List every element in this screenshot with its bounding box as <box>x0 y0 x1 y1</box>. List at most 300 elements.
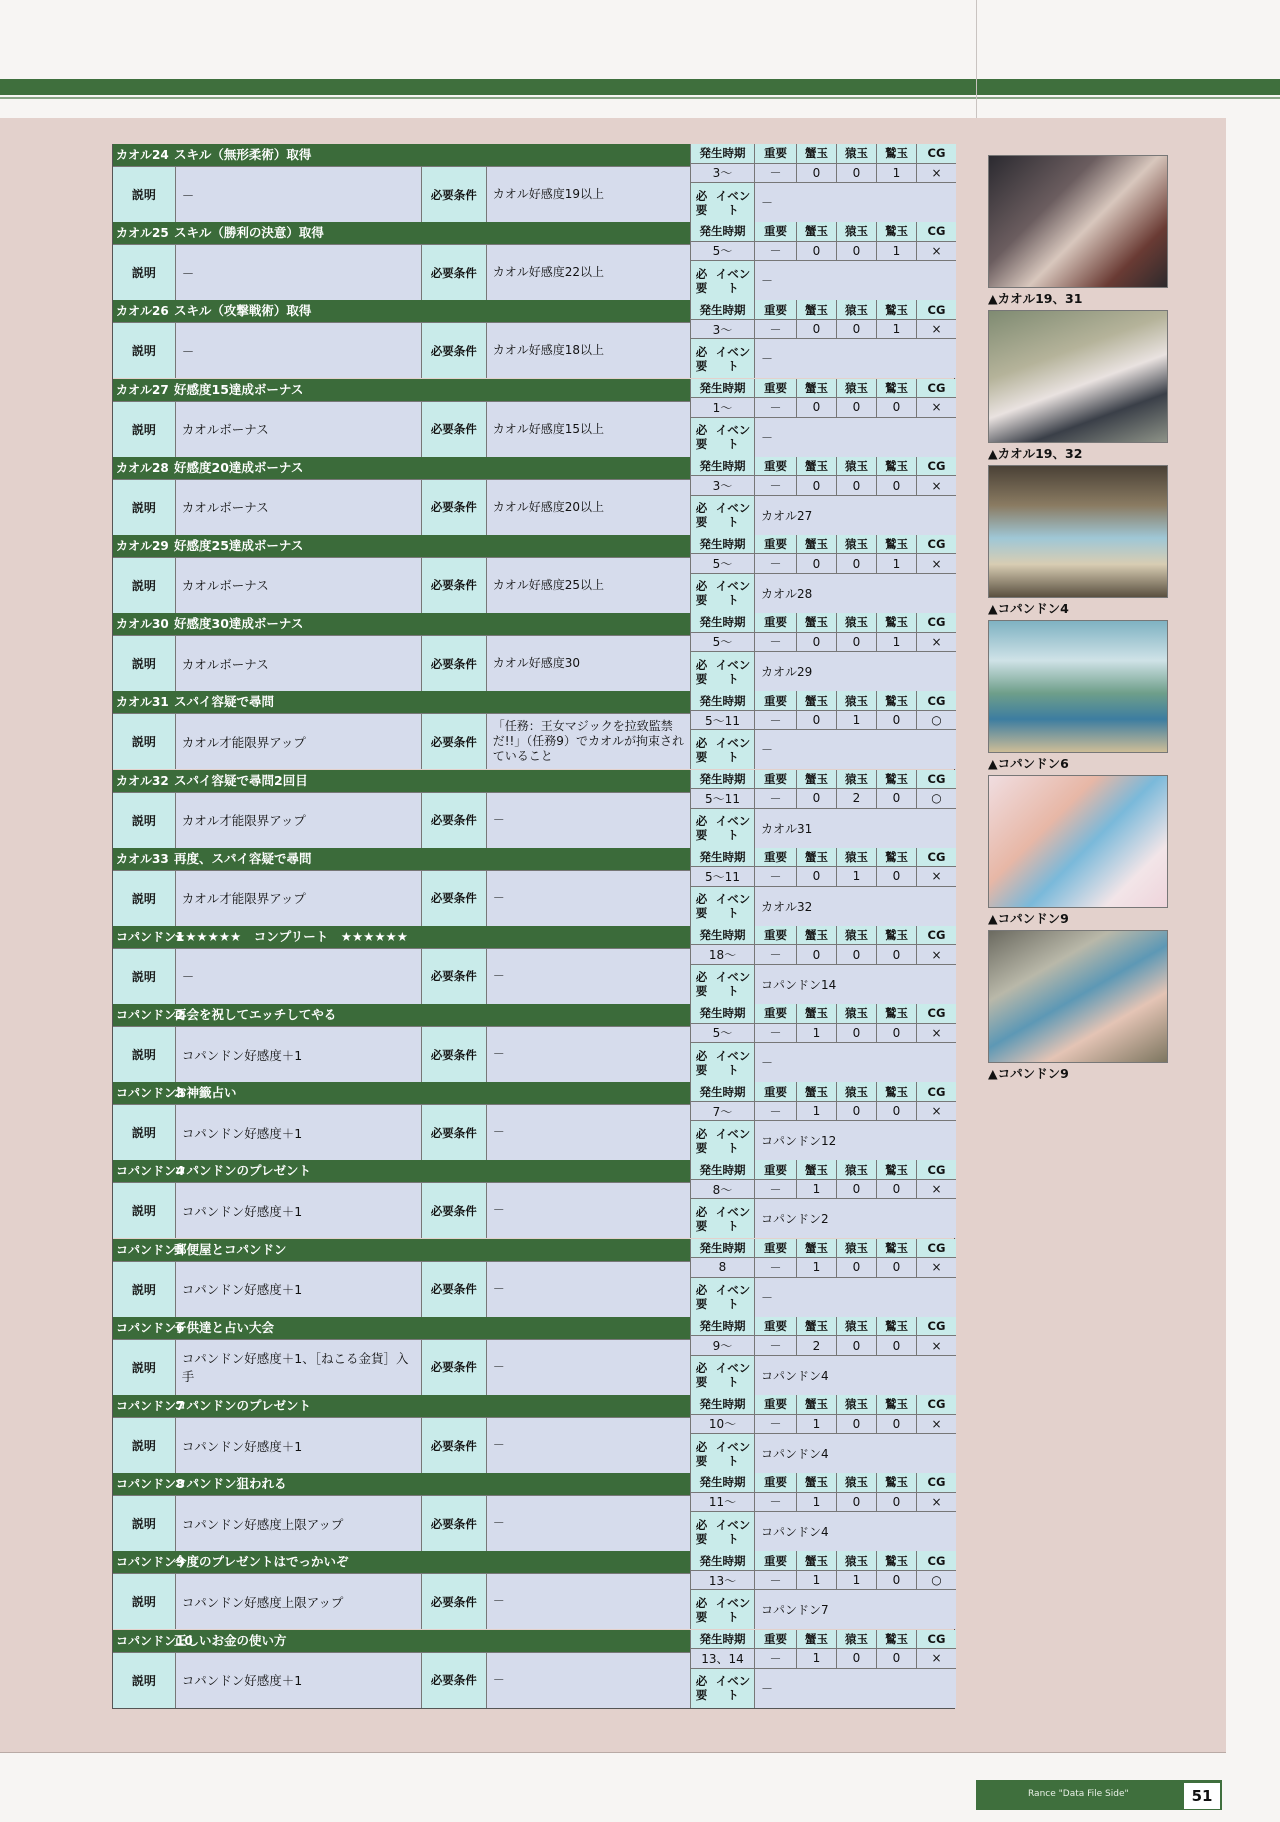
event-row <box>112 1160 955 1238</box>
req-event-label <box>690 1669 754 1708</box>
event-title: 郵便屋とコパンドン <box>174 1241 287 1257</box>
eagle-value: 1 <box>876 320 916 340</box>
crab-label: 蟹玉 <box>796 1630 836 1650</box>
event-row <box>112 1317 955 1395</box>
cg-label: CG <box>916 457 956 477</box>
event-header <box>113 691 690 713</box>
period-label: 発生時期 <box>690 770 754 790</box>
monkey-value: 0 <box>836 320 876 340</box>
monkey-label: 猿玉 <box>836 848 876 868</box>
event-header <box>113 1551 690 1573</box>
monkey-value: 0 <box>836 1649 876 1669</box>
req-event-label-1: 必要 <box>695 266 708 295</box>
req-event-label-2: イベント <box>715 188 751 217</box>
event-header <box>113 535 690 557</box>
cond-label: 必要条件 <box>422 713 487 769</box>
period-value: 13、14 <box>690 1649 754 1669</box>
period-value: 13～ <box>690 1571 754 1591</box>
req-event-label-2: イベント <box>715 970 751 999</box>
important-value: － <box>754 633 796 653</box>
cond-label: 必要条件 <box>422 244 487 300</box>
desc-value: － <box>176 948 422 1004</box>
event-id: コパンドン1 <box>116 929 185 944</box>
event-id: カオル31 <box>116 695 169 710</box>
event-header <box>113 1004 690 1026</box>
desc-label: 説明 <box>113 1573 176 1629</box>
crab-value: 0 <box>796 633 836 653</box>
period-label: 発生時期 <box>690 1239 754 1259</box>
req-event-label-1: 必要 <box>695 1517 708 1546</box>
period-label: 発生時期 <box>690 379 754 399</box>
req-event-label-1: 必要 <box>695 814 708 842</box>
thumbnail-caption: ▲コパンドン9 <box>988 1066 1069 1081</box>
req-event-label-1: 必要 <box>695 1204 708 1233</box>
req-event-label-1: 必要 <box>695 1674 708 1703</box>
period-value: 5～11 <box>690 789 754 809</box>
eagle-label: 鷲玉 <box>876 535 916 555</box>
monkey-label: 猿玉 <box>836 613 876 633</box>
event-header <box>113 613 690 635</box>
desc-value: － <box>176 166 422 222</box>
period-label: 発生時期 <box>690 613 754 633</box>
event-title: 再度、スパイ容疑で尋問 <box>174 850 312 866</box>
important-label: 重要 <box>754 457 796 477</box>
event-header <box>113 1317 690 1339</box>
eagle-label: 鷲玉 <box>876 1004 916 1024</box>
event-header <box>113 1082 690 1104</box>
req-event-label <box>690 339 754 378</box>
cg-label: CG <box>916 926 956 946</box>
cg-thumbnail <box>988 310 1168 443</box>
period-label: 発生時期 <box>690 1317 754 1337</box>
period-label: 発生時期 <box>690 1551 754 1571</box>
req-event-label-2: イベント <box>715 579 751 608</box>
important-label: 重要 <box>754 1630 796 1650</box>
crab-label: 蟹玉 <box>796 1317 836 1337</box>
desc-label: 説明 <box>113 1495 176 1551</box>
event-header <box>113 1395 690 1417</box>
cg-value: × <box>916 1102 956 1122</box>
req-event-label <box>690 496 754 535</box>
eagle-value: 1 <box>876 242 916 262</box>
monkey-value: 0 <box>836 1258 876 1278</box>
crab-value: 1 <box>796 1649 836 1669</box>
req-event-value: コパンドン12 <box>754 1121 956 1160</box>
req-event-label-2: イベント <box>715 266 751 295</box>
important-label: 重要 <box>754 1004 796 1024</box>
eagle-value: 0 <box>876 1571 916 1591</box>
eagle-label: 鷲玉 <box>876 457 916 477</box>
cg-value: ○ <box>916 1571 956 1591</box>
period-value: 18～ <box>690 945 754 965</box>
event-title: 今度のプレゼントはでっかいぞ <box>174 1554 349 1570</box>
cond-label: 必要条件 <box>422 1026 487 1082</box>
req-event-label-1: 必要 <box>695 501 708 530</box>
cg-value: × <box>916 945 956 965</box>
cond-label: 必要条件 <box>422 1417 487 1473</box>
eagle-label: 鷲玉 <box>876 144 916 164</box>
req-event-label <box>690 1199 754 1238</box>
desc-label: 説明 <box>113 1339 176 1395</box>
cond-label: 必要条件 <box>422 557 487 613</box>
period-label: 発生時期 <box>690 222 754 242</box>
cond-label: 必要条件 <box>422 870 487 926</box>
cg-label: CG <box>916 1551 956 1571</box>
req-event-label <box>690 183 754 222</box>
event-row <box>112 379 955 457</box>
desc-value: カオル才能限界アップ <box>176 713 422 769</box>
req-event-label-2: イベント <box>715 1517 751 1546</box>
crab-label: 蟹玉 <box>796 1239 836 1259</box>
event-header <box>113 1160 690 1182</box>
important-label: 重要 <box>754 691 796 711</box>
desc-label: 説明 <box>113 166 176 222</box>
monkey-label: 猿玉 <box>836 691 876 711</box>
event-title: スキル（無形柔術）取得 <box>174 147 312 162</box>
cg-value: × <box>916 1024 956 1044</box>
cond-value: － <box>487 1261 690 1317</box>
cg-value: ○ <box>916 711 956 731</box>
period-value: 5～ <box>690 633 754 653</box>
cond-value: － <box>487 1417 690 1473</box>
crab-value: 1 <box>796 1415 836 1435</box>
bottom-rule <box>0 1752 1226 1753</box>
eagle-value: 0 <box>876 789 916 809</box>
period-value: 9～ <box>690 1336 754 1356</box>
cond-label: 必要条件 <box>422 479 487 535</box>
important-label: 重要 <box>754 613 796 633</box>
period-label: 発生時期 <box>690 457 754 477</box>
req-event-value: － <box>754 183 956 222</box>
crab-label: 蟹玉 <box>796 1551 836 1571</box>
eagle-value: 0 <box>876 867 916 887</box>
eagle-value: 0 <box>876 1493 916 1513</box>
event-row <box>112 144 955 222</box>
desc-label: 説明 <box>113 948 176 1004</box>
req-event-label-1: 必要 <box>695 579 708 608</box>
eagle-value: 1 <box>876 164 916 184</box>
desc-label: 説明 <box>113 557 176 613</box>
important-label: 重要 <box>754 1082 796 1102</box>
cg-label: CG <box>916 1160 956 1180</box>
cg-label: CG <box>916 144 956 164</box>
desc-label: 説明 <box>113 479 176 535</box>
crab-value: 0 <box>796 242 836 262</box>
period-label: 発生時期 <box>690 691 754 711</box>
crab-value: 1 <box>796 1180 836 1200</box>
crab-label: 蟹玉 <box>796 613 836 633</box>
req-event-value: コパンドン2 <box>754 1199 956 1238</box>
event-row <box>112 848 955 926</box>
monkey-label: 猿玉 <box>836 1395 876 1415</box>
req-event-label-1: 必要 <box>695 423 708 452</box>
cond-value: カオル好感度20以上 <box>487 479 690 535</box>
req-event-label <box>690 1356 754 1395</box>
req-event-label-1: 必要 <box>695 1595 708 1624</box>
desc-label: 説明 <box>113 1182 176 1238</box>
desc-value: カオル才能限界アップ <box>176 870 422 926</box>
cond-label: 必要条件 <box>422 1652 487 1708</box>
event-title: 子供達と占い大会 <box>174 1319 275 1335</box>
thumbnail-caption: ▲コパンドン4 <box>988 601 1069 616</box>
eagle-value: 0 <box>876 1102 916 1122</box>
cg-value: × <box>916 164 956 184</box>
req-event-value: カオル32 <box>754 887 956 926</box>
cond-value: － <box>487 1182 690 1238</box>
eagle-label: 鷲玉 <box>876 1082 916 1102</box>
crab-label: 蟹玉 <box>796 1082 836 1102</box>
cond-label: 必要条件 <box>422 1495 487 1551</box>
event-header <box>113 770 690 792</box>
event-id: コパンドン10 <box>116 1633 193 1648</box>
eagle-label: 鷲玉 <box>876 848 916 868</box>
cg-label: CG <box>916 848 956 868</box>
event-header <box>113 144 690 166</box>
eagle-value: 0 <box>876 1180 916 1200</box>
cg-value: × <box>916 320 956 340</box>
thumbnail-caption: ▲カオル19、32 <box>988 446 1083 461</box>
cg-thumbnail <box>988 620 1168 753</box>
period-label: 発生時期 <box>690 926 754 946</box>
req-event-label <box>690 418 754 457</box>
crab-value: 1 <box>796 1493 836 1513</box>
cond-label: 必要条件 <box>422 792 487 848</box>
monkey-value: 0 <box>836 1102 876 1122</box>
req-event-label-2: イベント <box>715 501 751 530</box>
req-event-label-1: 必要 <box>695 657 708 686</box>
req-event-label <box>690 1121 754 1160</box>
page-number: 51 <box>1183 1782 1221 1810</box>
req-event-label-1: 必要 <box>695 1126 708 1155</box>
cond-value: カオル好感度22以上 <box>487 244 690 300</box>
cond-value: － <box>487 1652 690 1708</box>
event-header <box>113 1239 690 1261</box>
req-event-label-2: イベント <box>715 344 751 373</box>
desc-label: 説明 <box>113 401 176 457</box>
cg-value: × <box>916 867 956 887</box>
cond-value: カオル好感度15以上 <box>487 401 690 457</box>
monkey-value: 2 <box>836 789 876 809</box>
important-label: 重要 <box>754 300 796 320</box>
req-event-label-2: イベント <box>715 892 751 921</box>
monkey-label: 猿玉 <box>836 1473 876 1493</box>
event-row <box>112 1630 955 1709</box>
important-value: － <box>754 789 796 809</box>
event-row <box>112 613 955 691</box>
cond-value: カオル好感度25以上 <box>487 557 690 613</box>
event-id: コパンドン8 <box>116 1477 185 1492</box>
cond-label: 必要条件 <box>422 1261 487 1317</box>
important-value: － <box>754 1102 796 1122</box>
desc-value: － <box>176 244 422 300</box>
cond-value: － <box>487 792 690 848</box>
event-row <box>112 1395 955 1473</box>
desc-value: コパンドン好感度＋1 <box>176 1261 422 1317</box>
crab-label: 蟹玉 <box>796 535 836 555</box>
period-label: 発生時期 <box>690 1473 754 1493</box>
event-id: カオル33 <box>116 851 169 866</box>
event-header <box>113 1473 690 1495</box>
req-event-value: カオル28 <box>754 574 956 613</box>
eagle-label: 鷲玉 <box>876 300 916 320</box>
period-label: 発生時期 <box>690 300 754 320</box>
req-event-value: コパンドン7 <box>754 1590 956 1629</box>
crab-label: 蟹玉 <box>796 1395 836 1415</box>
req-event-value: － <box>754 1669 956 1708</box>
event-header <box>113 300 690 322</box>
thumbnail-caption: ▲コパンドン9 <box>988 911 1069 926</box>
important-label: 重要 <box>754 1473 796 1493</box>
req-event-label-1: 必要 <box>695 1048 708 1077</box>
period-label: 発生時期 <box>690 535 754 555</box>
event-row <box>112 1239 955 1317</box>
crab-label: 蟹玉 <box>796 1160 836 1180</box>
cg-label: CG <box>916 1473 956 1493</box>
cond-label: 必要条件 <box>422 401 487 457</box>
event-id: コパンドン7 <box>116 1399 185 1413</box>
important-label: 重要 <box>754 535 796 555</box>
cg-label: CG <box>916 1082 956 1102</box>
margin-line <box>976 0 977 120</box>
event-title: 再会を祝してエッチしてやる <box>174 1007 337 1023</box>
cg-label: CG <box>916 222 956 242</box>
event-row <box>112 457 955 535</box>
important-value: － <box>754 164 796 184</box>
event-table <box>112 144 955 1709</box>
cg-value: × <box>916 398 956 418</box>
cond-label: 必要条件 <box>422 1104 487 1160</box>
req-event-label-1: 必要 <box>695 970 708 999</box>
req-event-label-2: イベント <box>715 1595 751 1624</box>
crab-label: 蟹玉 <box>796 379 836 399</box>
cond-value: － <box>487 1104 690 1160</box>
cond-value: カオル好感度19以上 <box>487 166 690 222</box>
monkey-value: 0 <box>836 1024 876 1044</box>
desc-value: カオルボーナス <box>176 401 422 457</box>
period-label: 発生時期 <box>690 848 754 868</box>
event-title: 正しいお金の使い方 <box>174 1632 287 1648</box>
cond-label: 必要条件 <box>422 166 487 222</box>
desc-label: 説明 <box>113 713 176 769</box>
event-id: カオル25 <box>116 226 169 241</box>
req-event-value: コパンドン4 <box>754 1434 956 1473</box>
cg-value: × <box>916 1336 956 1356</box>
event-id: カオル28 <box>116 460 169 475</box>
eagle-value: 0 <box>876 711 916 731</box>
req-event-value: コパンドン14 <box>754 965 956 1004</box>
monkey-value: 1 <box>836 867 876 887</box>
req-event-label-1: 必要 <box>695 1361 708 1390</box>
monkey-value: 0 <box>836 945 876 965</box>
eagle-value: 1 <box>876 554 916 574</box>
monkey-label: 猿玉 <box>836 144 876 164</box>
cg-label: CG <box>916 379 956 399</box>
req-event-label-2: イベント <box>715 814 751 842</box>
desc-value: コパンドン好感度＋1 <box>176 1652 422 1708</box>
req-event-value: － <box>754 1278 956 1317</box>
monkey-value: 1 <box>836 1571 876 1591</box>
eagle-value: 0 <box>876 1415 916 1435</box>
desc-value: コパンドン好感度＋1 <box>176 1182 422 1238</box>
event-title: 好感度15達成ボーナス <box>174 381 304 397</box>
monkey-label: 猿玉 <box>836 1630 876 1650</box>
important-value: － <box>754 1571 796 1591</box>
important-label: 重要 <box>754 848 796 868</box>
cg-thumbnail <box>988 465 1168 598</box>
cg-value: × <box>916 1649 956 1669</box>
important-value: － <box>754 1493 796 1513</box>
cg-label: CG <box>916 1317 956 1337</box>
period-label: 発生時期 <box>690 1395 754 1415</box>
important-value: － <box>754 867 796 887</box>
desc-label: 説明 <box>113 1417 176 1473</box>
monkey-label: 猿玉 <box>836 300 876 320</box>
monkey-value: 0 <box>836 554 876 574</box>
period-value: 5～11 <box>690 867 754 887</box>
desc-value: コパンドン好感度上限アップ <box>176 1573 422 1629</box>
thumbnail-caption: ▲カオル19、31 <box>988 291 1083 306</box>
event-id: カオル30 <box>116 617 169 632</box>
cond-value: － <box>487 1339 690 1395</box>
cond-label: 必要条件 <box>422 1573 487 1629</box>
eagle-value: 0 <box>876 398 916 418</box>
crab-label: 蟹玉 <box>796 691 836 711</box>
event-row <box>112 770 955 848</box>
period-value: 3～ <box>690 476 754 496</box>
top-band <box>0 79 1280 95</box>
event-title: ★★★★★★ コンプリート ★★★★★★ <box>174 928 408 944</box>
crab-label: 蟹玉 <box>796 457 836 477</box>
cg-value: × <box>916 1180 956 1200</box>
event-id: コパンドン6 <box>116 1320 185 1335</box>
crab-value: 1 <box>796 1024 836 1044</box>
important-value: － <box>754 1024 796 1044</box>
cond-label: 必要条件 <box>422 1182 487 1238</box>
event-row <box>112 300 955 378</box>
event-title: スキル（攻撃戦術）取得 <box>174 303 312 319</box>
desc-value: コパンドン好感度＋1 <box>176 1417 422 1473</box>
desc-label: 説明 <box>113 1104 176 1160</box>
crab-label: 蟹玉 <box>796 222 836 242</box>
req-event-label-1: 必要 <box>695 188 708 217</box>
desc-label: 説明 <box>113 792 176 848</box>
crab-value: 0 <box>796 476 836 496</box>
cg-label: CG <box>916 1395 956 1415</box>
eagle-label: 鷲玉 <box>876 1239 916 1259</box>
eagle-value: 0 <box>876 1024 916 1044</box>
important-label: 重要 <box>754 379 796 399</box>
event-title: スキル（勝利の決意）取得 <box>174 225 324 241</box>
req-event-label-2: イベント <box>715 1048 751 1077</box>
eagle-value: 1 <box>876 633 916 653</box>
req-event-label <box>690 574 754 613</box>
period-value: 3～ <box>690 164 754 184</box>
event-row <box>112 535 955 613</box>
event-id: カオル27 <box>116 382 169 397</box>
cond-label: 必要条件 <box>422 322 487 378</box>
cg-label: CG <box>916 1004 956 1024</box>
event-id: カオル32 <box>116 773 169 788</box>
eagle-label: 鷲玉 <box>876 1395 916 1415</box>
event-row <box>112 1082 955 1160</box>
event-title: スパイ容疑で尋問2回目 <box>174 772 308 788</box>
event-row <box>112 691 955 769</box>
cg-thumbnail <box>988 155 1168 288</box>
monkey-value: 0 <box>836 398 876 418</box>
period-value: 8～ <box>690 1180 754 1200</box>
event-header <box>113 926 690 948</box>
monkey-label: 猿玉 <box>836 222 876 242</box>
